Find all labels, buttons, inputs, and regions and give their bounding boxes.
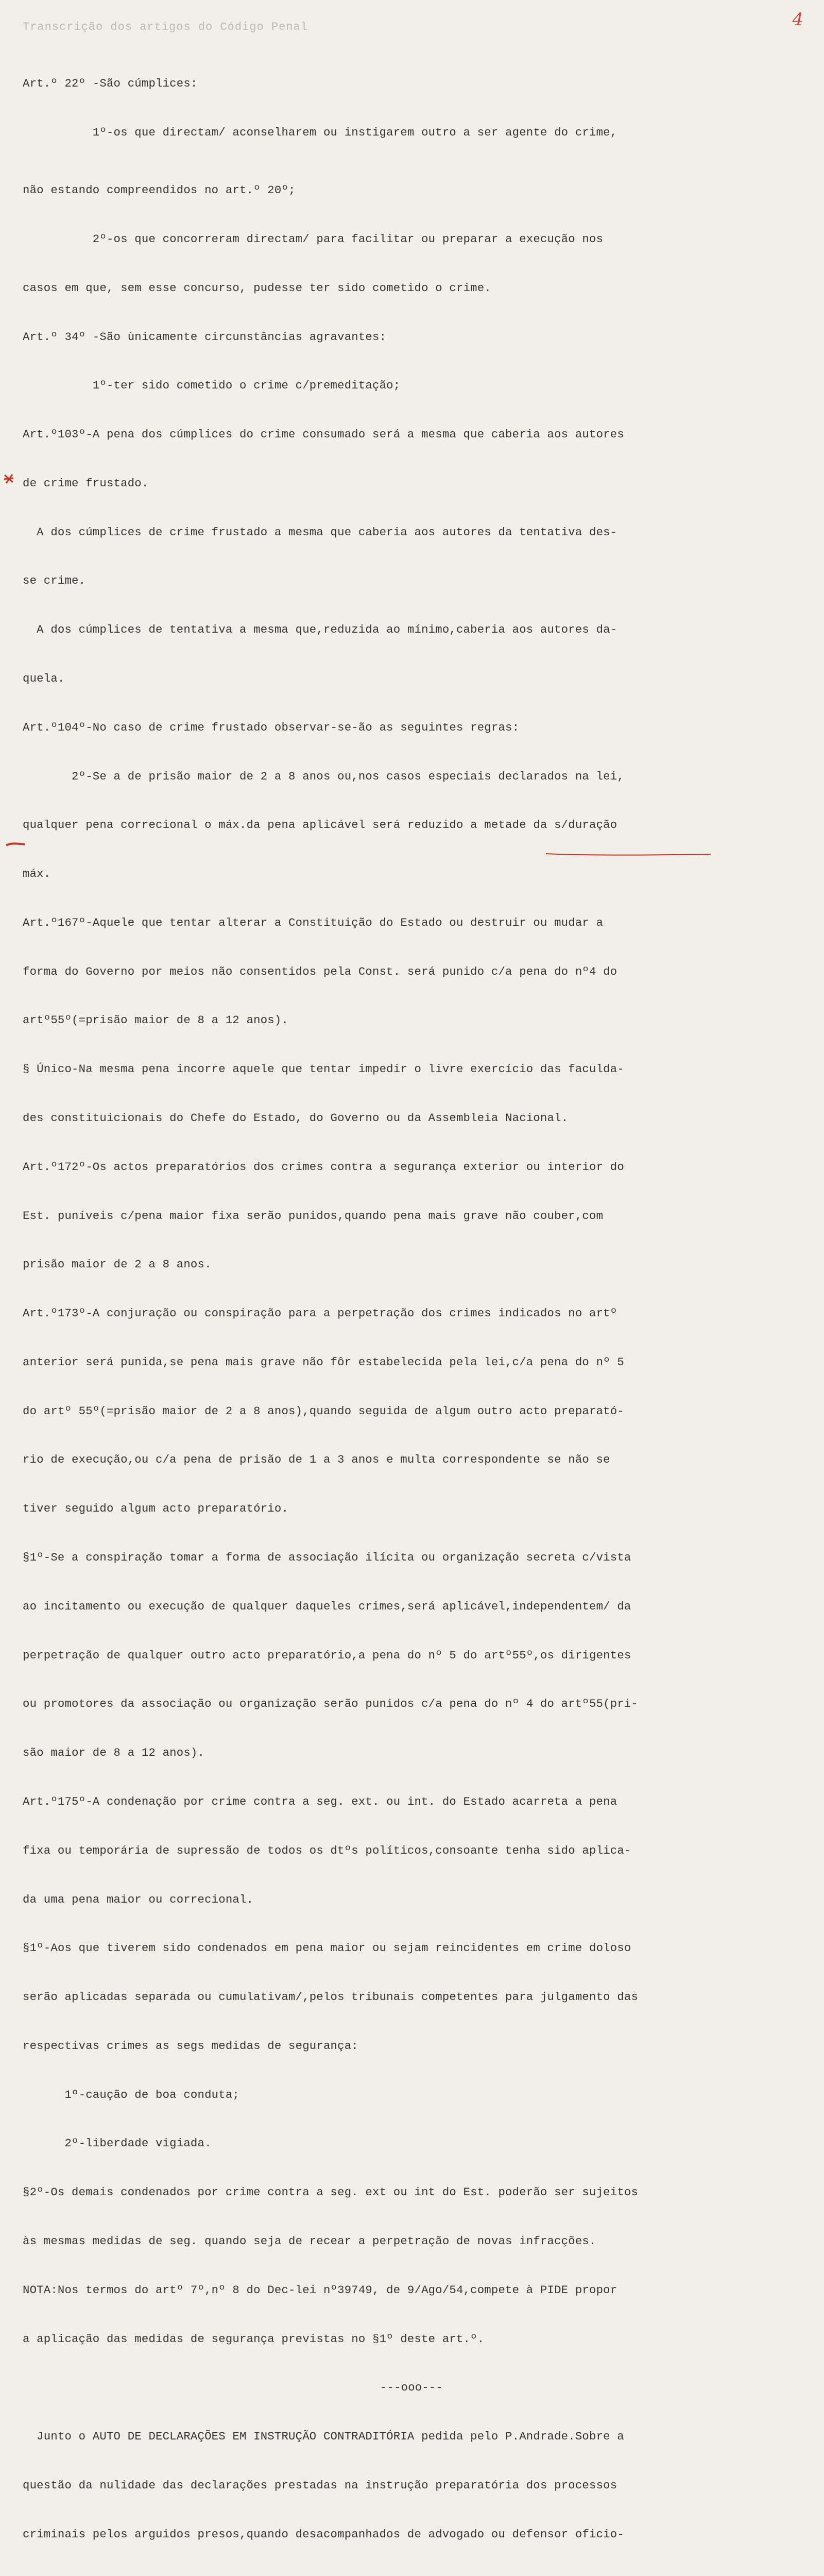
text-line: qualquer pena correcional o máx.da pena aplicável será reduzido a metade da s/duração [23, 818, 617, 832]
text-line: §1º-Aos que tiverem sido condenados em pena maior ou sejam reincidentes em crime doloso [23, 1941, 631, 1955]
text-line: des constituicionais do Chefe do Estado, do Governo ou da Assembleia Nacional. [23, 1111, 569, 1125]
text-line: de crime frustado. [23, 476, 149, 490]
text-line: criminais pelos arguidos presos,quando desacompanhados de advogado ou defensor oficio- [23, 2527, 624, 2541]
text-line: forma do Governo por meios não consentidos pela Const. será punido c/a pena do nº4 do [23, 964, 617, 978]
faded-header: Transcrição dos artigos do Código Penal [23, 21, 308, 33]
text-line: prisão maior de 2 a 8 anos. [23, 1258, 212, 1272]
text-line: fixa ou temporária de supressão de todos os dtºs políticos,consoante tenha sido aplica- [23, 1843, 631, 1857]
text-line: Art.º103º-A pena dos cúmplices do crime consumado será a mesma que caberia aos autores [23, 428, 624, 442]
text-line: casos em que, sem esse concurso, pudesse ter sido cometido o crime. [23, 281, 491, 295]
text-line: às mesmas medidas de seg. quando seja de recear a perpetração de novas infracções. [23, 2234, 596, 2248]
text-line: § Único-Na mesma pena incorre aquele que tentar impedir o livre exercício das faculda- [23, 1062, 624, 1076]
red-underline-mark [545, 851, 712, 857]
page-number: 4 [792, 9, 803, 30]
text-line: 2º-liberdade vigiada. [23, 2137, 212, 2150]
text-line: Art.º 34º -São ùnicamente circunstâncias agravantes: [23, 330, 387, 344]
text-line: do artº 55º(=prisão maior de 2 a 8 anos),quando seguida de algum outro acto preparató- [23, 1404, 624, 1418]
text-line: Art.º173º-A conjuração ou conspiração para a perpetração dos crimes indicados no artº [23, 1307, 617, 1320]
text-line: da uma pena maior ou correcional. [23, 1892, 254, 1906]
text-line: rio de execução,ou c/a pena de prisão de 1 a 3 anos e multa correspondente se não se [23, 1453, 610, 1467]
text-line: A dos cúmplices de tentativa a mesma que,reduzida ao mínimo,caberia aos autores da- [23, 623, 617, 637]
red-asterisk-mark [3, 473, 14, 484]
section-separator: ---ooo--- [380, 2381, 443, 2395]
text-line: §2º-Os demais condenados por crime contra a seg. ext ou int do Est. poderão ser sujeitos [23, 2185, 639, 2199]
text-line: §1º-Se a conspiração tomar a forma de associação ilícita ou organização secreta c/vista [23, 1551, 631, 1565]
text-line: quela. [23, 671, 65, 685]
text-line: a aplicação das medidas de segurança previstas no §1º deste art.º. [23, 2332, 485, 2346]
text-line: ao incitamento ou execução de qualquer daqueles crimes,será aplicável,independentem/ da [23, 1599, 631, 1613]
text-line: Art.º172º-Os actos preparatórios dos crimes contra a segurança exterior ou interior do [23, 1160, 624, 1174]
text-line: questão da nulidade das declarações prestadas na instrução preparatória dos processos [23, 2478, 617, 2492]
text-line: serão aplicadas separada ou cumulativam/,pelos tribunais competentes para julgamento das [23, 1990, 639, 2004]
text-line: são maior de 8 a 12 anos). [23, 1746, 205, 1760]
text-line: NOTA:Nos termos do artº 7º,nº 8 do Dec-lei nº39749, de 9/Ago/54,compete à PIDE propor [23, 2283, 617, 2297]
text-line: 2º-os que concorreram directam/ para facilitar ou preparar a execução nos [23, 232, 604, 246]
text-line: artº55º(=prisão maior de 8 a 12 anos). [23, 1013, 289, 1027]
text-line: tiver seguido algum acto preparatório. [23, 1502, 289, 1516]
text-line: perpetração de qualquer outro acto preparatório,a pena do nº 5 do artº55º,os dirigentes [23, 1648, 631, 1662]
text-line: Junto o AUTO DE DECLARAÇÕES EM INSTRUÇÃO CONTRADITÓRIA pedida pelo P.Andrade.Sobre a [23, 2430, 624, 2444]
text-line: A dos cúmplices de crime frustado a mesma que caberia aos autores da tentativa des- [23, 525, 617, 539]
text-line: 2º-Se a de prisão maior de 2 a 8 anos ou,nos casos especiais declarados na lei, [23, 769, 624, 783]
text-line: Art.º104º-No caso de crime frustado observar-se-ão as seguintes regras: [23, 720, 520, 734]
text-line: respectivas crimes as segs medidas de segurança: [23, 2039, 358, 2053]
text-line: máx. [23, 867, 51, 881]
text-line: Art.º175º-A condenação por crime contra a seg. ext. ou int. do Estado acarreta a pena [23, 1794, 617, 1808]
typed-body [23, 43, 800, 2576]
text-line: não estando compreendidos no art.º 20º; [23, 183, 296, 197]
text-line: ou promotores da associação ou organização serão punidos c/a pena do nº 4 do artº55(pri- [23, 1697, 639, 1711]
text-line: Est. puníveis c/pena maior fixa serão punidos,quando pena mais grave não couber,com [23, 1209, 604, 1223]
text-line: 1º-os que directam/ aconselharem ou instigarem outro a ser agente do crime, [23, 125, 617, 139]
text-line: anterior será punida,se pena mais grave não fôr estabelecida pela lei,c/a pena do nº 5 [23, 1355, 624, 1369]
red-dash-mark [5, 841, 26, 848]
text-line: Art.º 22º -São cúmplices: [23, 77, 198, 91]
text-line: 1º-caução de boa conduta; [23, 2088, 239, 2102]
text-line: Art.º167º-Aquele que tentar alterar a Constituição do Estado ou destruir ou mudar a [23, 916, 604, 929]
text-line: se crime. [23, 574, 86, 588]
text-line: 1º-ter sido cometido o crime c/premeditação; [23, 379, 401, 393]
